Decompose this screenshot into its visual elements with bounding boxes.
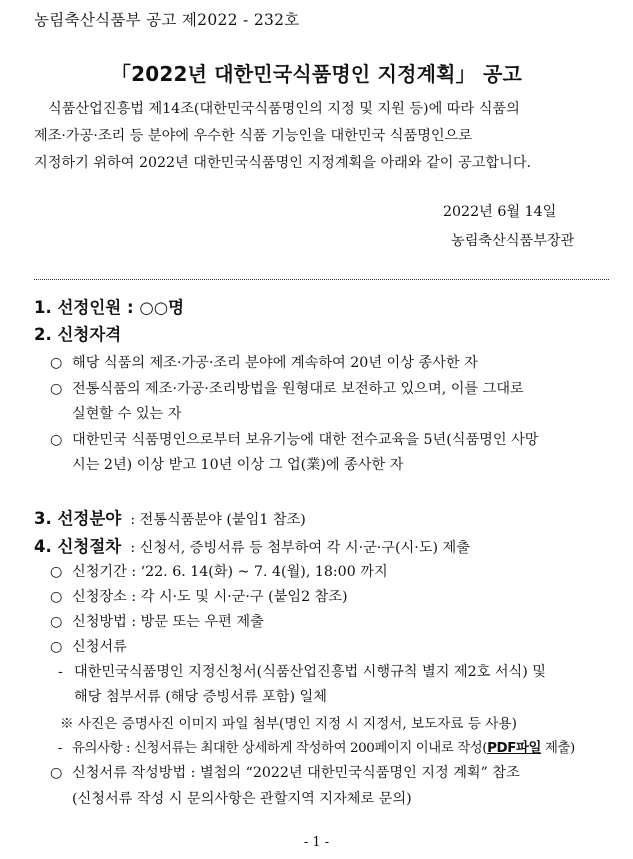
section4-text: : 신청서, 증빙서류 등 첨부하여 각 시·군·구(시·도) 제출: [130, 540, 470, 556]
dash-bullet-icon: -: [58, 664, 63, 680]
dotted-divider: [34, 279, 609, 280]
section3: [34, 505, 306, 529]
list-item: [50, 561, 388, 581]
issuer: 농림축산식품부장관: [451, 233, 575, 249]
documents-heading: 신청서류: [72, 639, 127, 655]
list-item-continuation: 시는 2년) 이상 받고 10년 이상 그 업(業)에 종사한 자: [72, 457, 404, 473]
list-item: [50, 611, 264, 631]
list-item: [50, 586, 348, 606]
list-item-continuation: 실현할 수 있는 자: [72, 406, 182, 422]
intro-line: 제조·가공·조리 등 분야에 우수한 식품 기능인을 대한민국 식품명인으로: [34, 128, 473, 144]
circle-bullet-icon: ○: [50, 589, 63, 605]
list-item-text: 전통식품의 제조·가공·조리방법을 원형대로 보전하고 있으며, 이를 그대로: [72, 381, 524, 397]
notice-date: 2022년 6월 14일: [443, 204, 557, 220]
circle-bullet-icon: ○: [50, 381, 63, 397]
document-title: 「2022년 대한민국식품명인 지정계획」 공고: [110, 62, 523, 86]
list-item-text: 해당 식품의 제조·가공·조리 분야에 계속하여 20년 이상 종사한 자: [72, 355, 478, 371]
list-item-text: 대한민국 식품명인으로부터 보유기능에 대한 전수교육을 5년(식품명인 사망: [72, 432, 539, 448]
notice-number: 농림축산식품부 공고 제2022 - 232호: [34, 11, 300, 29]
application-method: 신청방법 : 방문 또는 우편 제출: [72, 614, 264, 630]
circle-bullet-icon: ○: [50, 765, 63, 781]
circle-bullet-icon: ○: [50, 564, 63, 580]
list-item: [50, 429, 538, 449]
section1-heading: 1. 선정인원 : ○○명: [34, 298, 185, 317]
writing-method: 신청서류 작성방법 : 별첨의 “2022년 대한민국식품명인 지정 계획” 참조: [72, 765, 520, 781]
section4: [34, 533, 470, 557]
document-item-text: 대한민국식품명인 지정신청서(식품산업진흥법 시행규칙 별지 제2호 서식) 및: [74, 664, 547, 680]
intro-line: 식품산업진흥법 제14조(대한민국식품명인의 지정 및 지원 등)에 따라 식품의: [48, 101, 520, 117]
writing-method-continuation: (신청서류 작성 시 문의사항은 관할지역 지자체로 문의): [72, 791, 412, 807]
list-item: [50, 352, 478, 372]
circle-bullet-icon: ○: [50, 355, 63, 371]
pdf-file-emphasis: PDF파일: [487, 741, 542, 756]
circle-bullet-icon: ○: [50, 432, 63, 448]
page-number: - 1 -: [303, 835, 330, 850]
section2-heading: 2. 신청자격: [34, 325, 122, 344]
circle-bullet-icon: ○: [50, 614, 63, 630]
list-item: [50, 636, 127, 656]
document-item-continuation: 해당 첨부서류 (해당 증빙서류 포함) 일체: [74, 689, 327, 705]
dash-bullet-icon: -: [58, 741, 63, 756]
section3-text: : 전통식품분야 (붙임1 참조): [130, 512, 306, 528]
caution-suffix: 제출): [541, 741, 575, 756]
intro-line: 지정하기 위하여 2022년 대한민국식품명인 지정계획을 아래와 같이 공고합니다.: [34, 155, 532, 171]
list-item: [50, 378, 524, 398]
document-item: [58, 661, 546, 681]
circle-bullet-icon: ○: [50, 639, 63, 655]
section3-heading: 3. 선정분야: [34, 509, 122, 528]
intro-paragraph: [34, 96, 609, 177]
section4-heading: 4. 신청절차: [34, 537, 122, 556]
photo-note: ※ 사진은 증명사진 이미지 파일 첨부(명인 지정 시 지정서, 보도자료 등 사용): [60, 716, 517, 732]
application-period: 신청기간 : ‘22. 6. 14(화) ~ 7. 4(월), 18:00 까지: [72, 564, 388, 580]
caution-note: [58, 737, 575, 756]
application-place: 신청장소 : 각 시·도 및 시·군·구 (붙임2 참조): [72, 589, 348, 605]
list-item: [50, 762, 520, 782]
caution-text: 유의사항 : 신청서류는 최대한 상세하게 작성하여 200페이지 이내로 작성(: [72, 741, 488, 756]
